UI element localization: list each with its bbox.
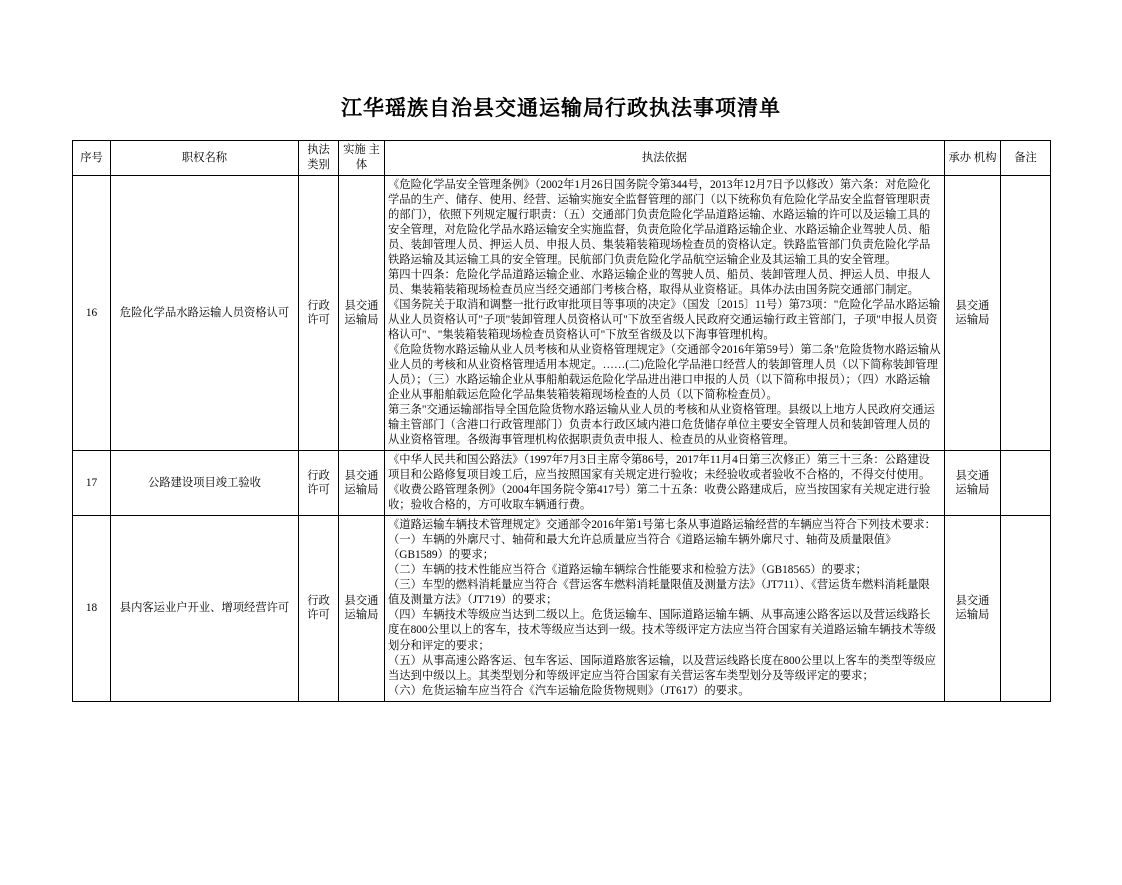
cell-basis bbox=[385, 176, 945, 451]
cell-name: 县内客运业户开业、增项经营许可 bbox=[111, 516, 299, 701]
column-header-category-line1: 执法 bbox=[307, 144, 330, 156]
cell-org-line2: 运输局 bbox=[955, 314, 990, 327]
basis-paragraph: 《收费公路管理条例》（2004年国务院令第417号）第二十五条：收费公路建成后，应当按国家有关规定进行验收；验收合格的，方可收取车辆通行费。 bbox=[388, 484, 931, 512]
document-page bbox=[0, 92, 1122, 885]
cell-name: 危险化学品水路运输人员资格认可 bbox=[111, 176, 299, 451]
cell-seq: 16 bbox=[73, 176, 111, 451]
cell-subject-line1: 县交通 bbox=[344, 299, 379, 312]
cell-subject-line2: 运输局 bbox=[344, 484, 379, 497]
table-row bbox=[73, 516, 1051, 701]
cell-category-line2: 许可 bbox=[307, 484, 330, 497]
basis-paragraph: （六）危货运输车应当符合《汽车运输危险货物规则》（JT617）的要求。 bbox=[388, 684, 750, 697]
basis-paragraph: 第四十四条：危险化学品道路运输企业、水路运输企业的驾驶人员、船员、装卸管理人员、押运人员、申报人员、集装箱装箱现场检查员应当经交通部门考核合格，取得从业资格证。具体办法由国务院交通部门制定。 bbox=[388, 269, 931, 297]
column-header-name: 职权名称 bbox=[111, 141, 299, 176]
cell-category-line1: 行政 bbox=[307, 594, 330, 607]
cell-category-line2: 许可 bbox=[307, 314, 330, 327]
basis-paragraph: 《道路运输车辆技术管理规定》交通部令2016年第1号第七条从事道路运输经营的车辆应当符合下列技术要求： bbox=[388, 519, 936, 532]
basis-paragraph: 第三条"交通运输部指导全国危险货物水路运输从业人员的考核和从业资格管理。县级以上地方人民政府交通运输主管部门（含港口行政管理部门）负责本行政区域内港口危货储存单位主要安全管理人员和装卸管理人员的从业资格管理。各级海事管理机构依据职责负责申报人、检查员的从业资格管理。 bbox=[388, 404, 935, 447]
cell-org bbox=[945, 516, 1001, 701]
basis-paragraph: 《中华人民共和国公路法》（1997年7月3日主席令第86号，2017年11月4日第三次修正）第三十三条：公路建设项目和公路修复项目竣工后，应当按照国家有关规定进行验收；未经验收或者验收不合格的，不得交付使用。 bbox=[388, 454, 931, 482]
column-header-category-line2: 类别 bbox=[307, 159, 330, 172]
cell-subject-line1: 县交通 bbox=[344, 594, 379, 607]
column-header-seq: 序号 bbox=[73, 141, 111, 176]
cell-basis bbox=[385, 451, 945, 516]
table-body bbox=[73, 176, 1051, 702]
table-row bbox=[73, 176, 1051, 451]
column-header-subject-line2: 主体 bbox=[355, 144, 380, 172]
cell-category bbox=[299, 176, 339, 451]
cell-org-line1: 县交通 bbox=[955, 594, 990, 607]
column-header-org-line1: 承办 bbox=[948, 151, 972, 164]
cell-subject-line2: 运输局 bbox=[344, 314, 379, 327]
cell-subject-line2: 运输局 bbox=[344, 609, 379, 622]
column-header-subject bbox=[339, 141, 385, 176]
cell-category bbox=[299, 451, 339, 516]
basis-paragraph: 《危险货物水路运输从业人员考核和从业资格管理规定》（交通部令2016年第59号）第二条"危险货物水路运输从业人员的考核和从业资格管理适用本规定。……(二)危险化学品港口经营人的装卸管理人员（以下简称装卸管理人员）；（三）水路运输企业从事船舶载运危险化学品进出港口申报的人员（以下简称申报员）；（四）水路运输企业从事船舶载运危险化学品集装箱装箱现场检查的人员（以下简称检查员）。 bbox=[388, 344, 941, 402]
cell-subject bbox=[339, 451, 385, 516]
cell-note bbox=[1001, 516, 1051, 701]
cell-category bbox=[299, 516, 339, 701]
cell-org-line1: 县交通 bbox=[955, 469, 990, 482]
cell-org bbox=[945, 451, 1001, 516]
basis-paragraph: （二）车辆的技术性能应当符合《道路运输车辆综合性能要求和检验方法》（GB18565）的要求； bbox=[388, 564, 867, 577]
cell-category-line1: 行政 bbox=[307, 469, 330, 482]
cell-category-line1: 行政 bbox=[307, 299, 330, 312]
cell-name: 公路建设项目竣工验收 bbox=[111, 451, 299, 516]
cell-basis bbox=[385, 516, 945, 701]
basis-paragraph: 《国务院关于取消和调整一批行政审批项目等事项的决定》（国发〔2015〕11号）第73项："危险化学品水路运输从业人员资格认可"子项"装卸管理人员资格认可"下放至省级人民政府交通运输行政主管部门，子项"申报人员资格认可"、"集装箱装箱现场检查员资格认可"下放至省级及以下海事管理机构。 bbox=[388, 299, 941, 342]
basis-paragraph: （五）从事高速公路客运、包车客运、国际道路旅客运输，以及营运线路长度在800公里以上客车的类型等级应当达到中级以上。其类型划分和等级评定应当符合国家有关营运客车类型划分及等级评定的要求； bbox=[388, 654, 936, 682]
table-row bbox=[73, 451, 1051, 516]
cell-seq: 18 bbox=[73, 516, 111, 701]
cell-org-line2: 运输局 bbox=[955, 484, 990, 497]
cell-org-line1: 县交通 bbox=[955, 299, 990, 312]
basis-paragraph: （三）车型的燃料消耗量应当符合《营运客车燃料消耗量限值及测量方法》（JT711）、《营运货车燃料消耗量限值及测量方法》（JT719）的要求； bbox=[388, 579, 930, 607]
column-header-org-line2: 机构 bbox=[973, 151, 997, 164]
cell-note bbox=[1001, 451, 1051, 516]
cell-seq: 17 bbox=[73, 451, 111, 516]
cell-note bbox=[1001, 176, 1051, 451]
cell-subject-line1: 县交通 bbox=[344, 469, 379, 482]
enforcement-items-table bbox=[72, 140, 1051, 702]
cell-subject bbox=[339, 176, 385, 451]
column-header-note: 备注 bbox=[1001, 141, 1051, 176]
basis-paragraph: （一）车辆的外廓尺寸、轴荷和最大允许总质量应当符合《道路运输车辆外廓尺寸、轴荷及质量限值》（GB1589）的要求； bbox=[388, 534, 897, 562]
cell-org-line2: 运输局 bbox=[955, 609, 990, 622]
basis-paragraph: （四）车辆技术等级应当达到二级以上。危货运输车、国际道路运输车辆、从事高速公路客运以及营运线路长度在800公里以上的客车，技术等级应当达到一级。技术等级评定方法应当符合国家有关道路运输车辆技术等级划分和评定的要求； bbox=[388, 609, 936, 652]
column-header-org bbox=[945, 141, 1001, 176]
cell-subject bbox=[339, 516, 385, 701]
table-header bbox=[73, 141, 1051, 176]
page-title: 江华瑶族自治县交通运输局行政执法事项清单 bbox=[341, 96, 781, 120]
column-header-category bbox=[299, 141, 339, 176]
column-header-basis: 执法依据 bbox=[385, 141, 945, 176]
column-header-subject-line1: 实施 bbox=[343, 144, 366, 156]
table-header-row bbox=[73, 141, 1051, 176]
cell-org bbox=[945, 176, 1001, 451]
cell-category-line2: 许可 bbox=[307, 609, 330, 622]
basis-paragraph: 《危险化学品安全管理条例》（2002年1月26日国务院令第344号，2013年12月7日予以修改）第六条：对危险化学品的生产、储存、使用、经营、运输实施安全监督管理的部门（以下统称负有危险化学品安全监督管理职责的部门），依照下列规定履行职责：（五）交通部门负责危险化学品道路运输、水路运输的许可以及运输工具的安全管理，对危险化学品水路运输安全实施监督，负责危险化学品道路运输企业、水路运输企业驾驶人员、船员、装卸管理人员、押运人员、申报人员、集装箱装箱现场检查员的资格认定。铁路监管部门负责危险化学品铁路运输及其运输工具的安全管理。民航部门负责危险化学品航空运输企业及其运输工具的安全管理。 bbox=[388, 179, 931, 267]
